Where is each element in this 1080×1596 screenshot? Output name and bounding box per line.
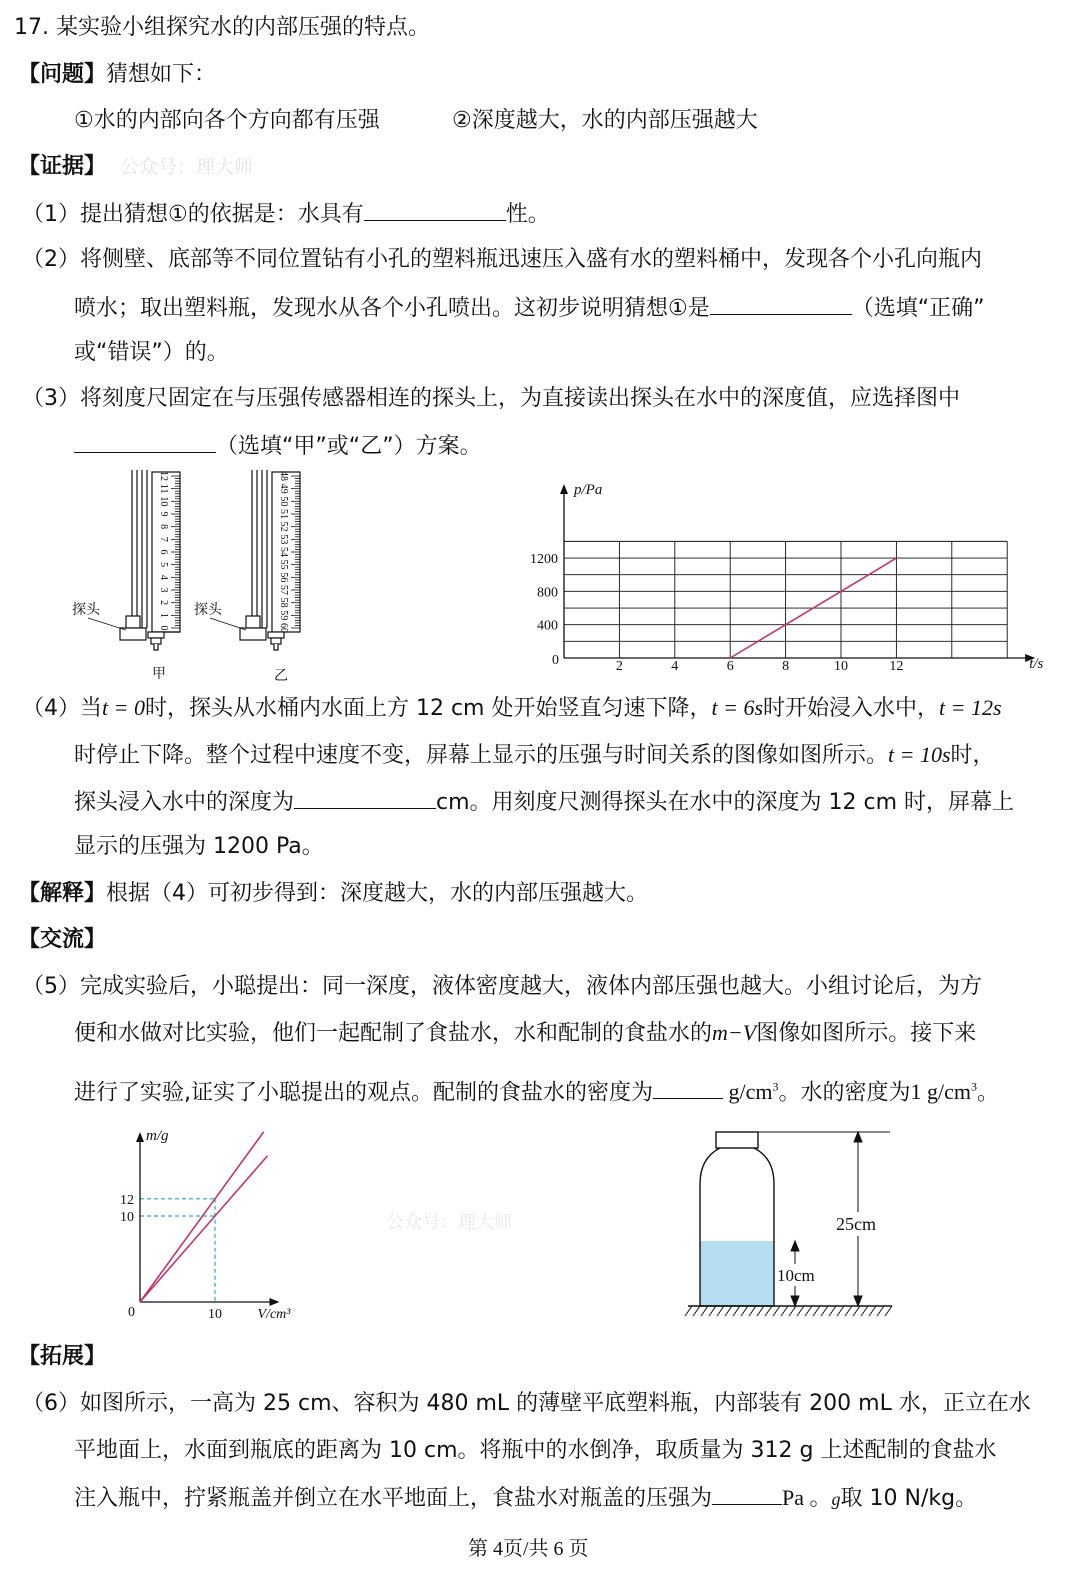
part-5-line-1: （5）完成实验后，小聪提出：同一深度，液体密度越大，液体内部压强也越大。小组讨论后，为方 [22,974,983,999]
pt-x-tick-label: 10 [834,659,848,674]
yi-tick-label: 48 [278,471,289,481]
part-5-text-c: 进行了实验,证实了小聪提出的观点。配制的食盐水的密度为 [74,1080,653,1106]
yi-tick-label: 50 [278,496,289,507]
yi-tick-label: 52 [278,521,289,532]
hatch-line [725,1306,732,1316]
mv-series-line [140,1132,264,1302]
hatch-line [845,1306,852,1316]
mv-x-axis-label: V/cm³ [257,1307,291,1322]
jia-tick-label: 2 [158,600,169,606]
ruler-figure [60,466,330,688]
part-2-line-2 [74,292,985,324]
guess-2: ②深度越大，水的内部压强越大 [452,108,758,133]
part-5-line-3 [74,1072,999,1108]
evidence-section [18,152,253,182]
bottle-cap [716,1132,758,1148]
part-6-line-3 [74,1482,977,1514]
part-4-text-a: （4）当 [22,696,102,721]
hatch-line [733,1306,740,1316]
mv-origin-label: 0 [128,1305,135,1320]
part-2-option: （选填“正确” [851,296,985,321]
hatch-line [797,1306,804,1316]
page-footer: 第 4页/共 6 页 [468,1538,589,1560]
jia-tick-label: 12 [158,471,169,481]
pt-y-tick-label: 1200 [530,552,558,568]
hatch-line [813,1306,820,1316]
water-density [911,1079,978,1104]
yi-tick-marks [291,476,300,628]
evidence-tag: 【证据】 [18,154,107,179]
hatch-line [781,1306,788,1316]
water-density-value: 1 g/cm [910,1079,972,1105]
pt-x-tick-label: 8 [782,659,790,674]
pt-x-tick-label: 6 [726,659,734,674]
unit-gcm: g/cm [728,1079,773,1105]
pt-x-tick-label: 2 [615,659,623,674]
pt-y-arrow [560,484,568,494]
part-4-text-b: 时，探头从水桶内水面上方 12 cm 处开始竖直匀速下降， [144,696,712,721]
jia-tick-label: 10 [158,496,169,507]
jia-tick-label: 5 [158,562,169,568]
guess-1: ①水的内部向各个方向都有压强 [74,108,380,133]
unit-cube: 3 [772,1080,779,1094]
mv-series-line [140,1156,268,1302]
math-t10: t = 10s [888,742,951,767]
math-mV: m−V [712,1020,757,1045]
hatch-line [869,1306,876,1316]
water-height-label: 10cm [777,1266,815,1285]
math-t0: t = 0 [102,695,145,720]
part-6-text-a: 注入瓶中，拧紧瓶盖并倒立在水平地面上，食盐水对瓶盖的压强为 [74,1486,713,1511]
hatch-line [773,1306,780,1316]
height-label: 25cm [836,1214,876,1234]
part-6-text-c: 取 10 N/kg。 [840,1486,978,1511]
watermark-text: 公众号：理大师 [120,156,254,178]
yi-tick-label: 55 [278,559,289,570]
jia-tick-marks [171,476,180,628]
part-1 [22,198,550,230]
period: 。 [977,1080,1000,1106]
watermark-2: 公众号：理大师 [386,1212,512,1233]
bottle-water [700,1241,774,1306]
part-3-line-1: （3）将刻度尺固定在与压强传感器相连的探头上，为直接读出探头在水中的深度值，应选择图中 [22,386,961,411]
pt-axes [560,484,1035,662]
jia-tick-label: 11 [158,483,169,494]
mv-x-tick-label: 10 [208,1307,222,1322]
math-t12: t = 12s [939,695,1002,720]
pt-grid [564,541,1007,658]
jia-tick-label: 7 [158,536,169,542]
mv-y-arrow [136,1132,144,1142]
yi-tick-label: 56 [278,572,289,583]
part-3-line-2 [74,430,482,462]
hatch-line [765,1306,772,1316]
yi-tick-label: 53 [278,534,289,545]
bottle-figure [680,1124,910,1330]
extend-tag: 【拓展】 [18,1344,107,1369]
hatch-line [757,1306,764,1316]
part-4-text-g: cm。用刻度尺测得探头在水中的深度为 12 cm 时，屏幕上 [436,790,1015,815]
answer-blank-4[interactable] [294,786,436,809]
math-t6: t = 6s [711,695,764,720]
jia-tick-label: 4 [158,574,169,580]
hatch-line [829,1306,836,1316]
water-density-cube: 3 [971,1080,978,1094]
answer-blank-6[interactable] [712,1482,782,1505]
pressure-time-chart [520,476,1044,684]
pt-x-axis-label: t/s [1029,656,1044,672]
hatch-line [717,1306,724,1316]
jia-tick-label: 0 [158,625,169,631]
pt-y-axis-label: p/Pa [574,482,603,498]
hatch-line [877,1306,884,1316]
pt-y-tick-label: 400 [537,618,558,634]
hatch-line [861,1306,868,1316]
math-g: g [831,1489,841,1509]
yi-tick-label: 51 [278,509,289,519]
probe-label-jia: 探头 [72,602,100,618]
mv-y-tick-label: 12 [120,1192,134,1208]
part-3-text: （选填“甲”或“乙”）方案。 [216,434,482,459]
part-6-unit: Pa 。 [782,1485,832,1510]
pt-x-tick-label: 12 [889,659,904,674]
yi-tick-label: 58 [278,597,289,608]
answer-blank-3[interactable] [74,430,216,453]
yi-tick-label: 54 [278,547,289,557]
jia-tick-label: 9 [158,511,169,517]
explain-text: 根据（4）可初步得到：深度越大，水的内部压强越大。 [106,881,649,906]
ruler-yi [252,470,300,632]
part-4-line-3 [74,786,1014,818]
explain-section [18,879,648,909]
yi-tick-labels [278,471,289,633]
answer-blank-1[interactable] [364,198,506,221]
mass-volume-chart [100,1120,370,1330]
mv-y-axis-label: m/g [146,1128,169,1144]
pt-x-tick-label: 4 [671,659,679,674]
part-5-text-b: 图像如图所示。接下来 [756,1021,977,1046]
part-2-text: 喷水；取出塑料瓶，发现水从各个小孔喷出。这初步说明猜想①是 [74,296,710,321]
jia-tick-labels [158,471,169,631]
part-4-text-e: 时， [950,743,995,768]
part-5-line-2 [74,1018,976,1049]
hatch-line [693,1306,700,1316]
explain-tag: 【解释】 [18,881,107,906]
part-2-line-1: （2）将侧壁、底部等不同位置钻有小孔的塑料瓶迅速压入盛有水的塑料桶中，发现各个小孔向瓶内 [22,247,983,272]
part-4-text-f: 探头浸入水中的深度为 [74,790,295,815]
hatch-line [821,1306,828,1316]
mv-series [140,1132,268,1302]
yi-tick-label: 59 [278,610,289,621]
question-title: 17. 某实验小组探究水的内部压强的特点。 [14,15,430,40]
part-4-line-1 [22,693,1002,724]
pt-y-tick-label: 800 [537,585,558,601]
hatch-line [885,1306,892,1316]
jia-tick-label: 6 [158,549,169,555]
answer-blank-5[interactable] [653,1076,723,1099]
yi-tick-label: 49 [278,483,289,494]
unit-density [723,1079,779,1104]
part-1-suffix: 性。 [505,202,550,227]
answer-blank-2[interactable] [710,292,852,315]
pt-tick-labels [530,482,1044,674]
hatch-line [685,1306,692,1316]
part-4-line-2 [74,740,995,771]
mv-x-arrow [270,1298,280,1306]
problem-section [18,60,216,90]
extend-section [18,1342,106,1372]
jia-tick-label: 1 [158,612,169,618]
exchange-tag: 【交流】 [18,927,107,952]
part-4-text-c: 时开始浸入水中， [763,696,940,721]
jia-tick-label: 8 [158,524,169,530]
label-yi: 乙 [274,668,288,684]
hatch-line [701,1306,708,1316]
part-6-line-2: 平地面上，水面到瓶底的距离为 10 cm。将瓶中的水倒净，取质量为 312 g 上述配制的食盐水 [74,1438,997,1463]
hatch-line [789,1306,796,1316]
yi-tick-label: 57 [278,585,289,595]
mv-y-tick-label: 10 [120,1210,134,1225]
hatch-line [853,1306,860,1316]
hatch-line [749,1306,756,1316]
pt-origin-label: 0 [552,653,559,668]
part-4-line-4: 显示的压强为 1200 Pa。 [74,834,324,859]
problem-text: 猜想如下： [106,62,217,87]
jia-tick-label: 3 [158,587,169,593]
part-5-text-a: 便和水做对比实验，他们一起配制了食盐水，水和配制的食盐水的 [74,1021,713,1046]
hatch-line [741,1306,748,1316]
yi-tick-label: 60 [278,623,289,633]
part-2-line-3: 或“错误”）的。 [74,340,229,365]
part-4-text-d: 时停止下降。整个过程中速度不变，屏幕上显示的压强与时间关系的图像如图所示。 [74,743,889,768]
probe-label-yi: 探头 [194,602,222,618]
part-6-line-1: （6）如图所示，一高为 25 cm、容积为 480 mL 的薄壁平底塑料瓶，内部装有 200 mL 水，正立在水 [22,1391,1031,1416]
mv-axes [136,1132,280,1306]
hatch-line [805,1306,812,1316]
label-jia: 甲 [152,666,166,682]
hatch-line [837,1306,844,1316]
ground-hatch [685,1306,892,1316]
hatch-line [709,1306,716,1316]
part-5-text-d: 。水的密度为 [778,1080,911,1106]
exchange-section [18,925,106,955]
part-1-text: （1）提出猜想①的依据是：水具有 [22,202,364,227]
problem-tag: 【问题】 [18,62,107,87]
ruler-jia [132,470,180,632]
